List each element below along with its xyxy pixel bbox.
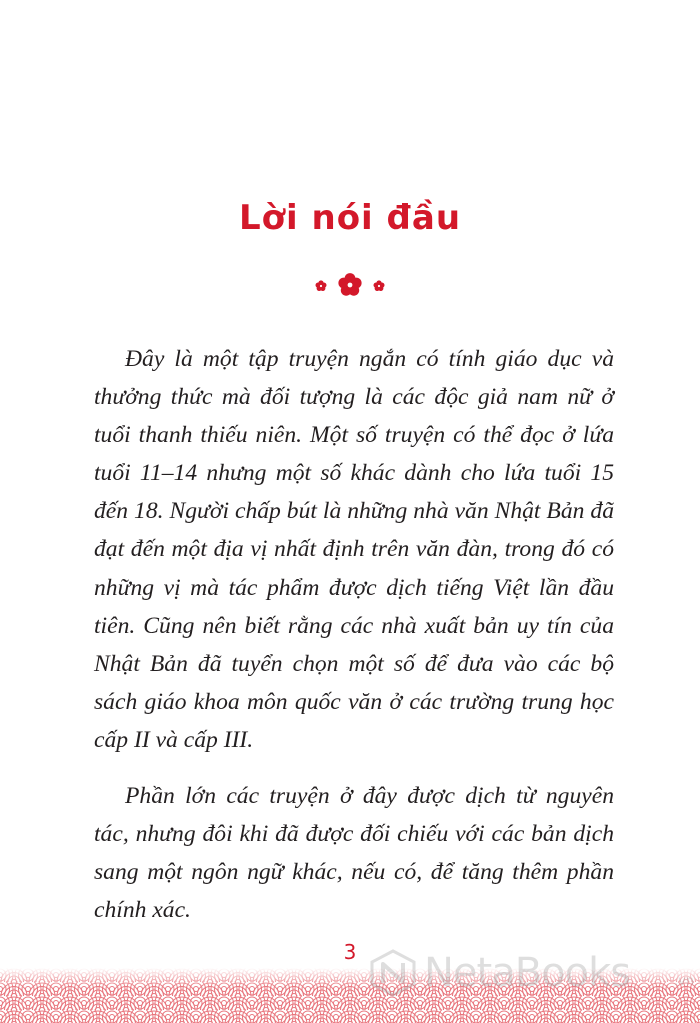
- netabooks-logo-icon: [368, 948, 418, 998]
- page-number: 3: [343, 940, 357, 964]
- netabooks-watermark: [368, 948, 700, 998]
- page-title: Lời nói đầu: [238, 198, 462, 238]
- watermark-suffix: .vn: [674, 974, 695, 989]
- paragraph: Đây là một tập truyện ngắn có tính giáo dục và thưởng thức mà đối tượng là các độc giả nam nữ ở tuổi thanh thiếu niên. Một số truyện có thể đọc ở lứa tuổi 11–14 nhưng một số khác dành cho lứa tuổi 15 đến 18. Người chấp bút là những nhà văn Nhật Bản đã đạt đến một địa vị nhất định trên văn đàn, trong đó có những vị mà tác phẩm được dịch tiếng Việt lần đầu tiên. Cũng nên biết rằng các nhà xuất bản uy tín của Nhật Bản đã tuyển chọn một số để đưa vào các bộ sách giáo khoa môn quốc văn ở các trường trung học cấp II và cấp III.: [94, 346, 614, 753]
- paragraph: Phần lớn các truyện ở đây được dịch từ nguyên tác, nhưng đôi khi đã được đối chiếu với các bản dịch sang một ngôn ngữ khác, nếu có, để tăng thêm phần chính xác.: [94, 783, 614, 924]
- plum-blossom-icon: [312, 270, 388, 300]
- watermark-brand: NetaBooks: [424, 950, 631, 996]
- preface-text: [94, 340, 614, 929]
